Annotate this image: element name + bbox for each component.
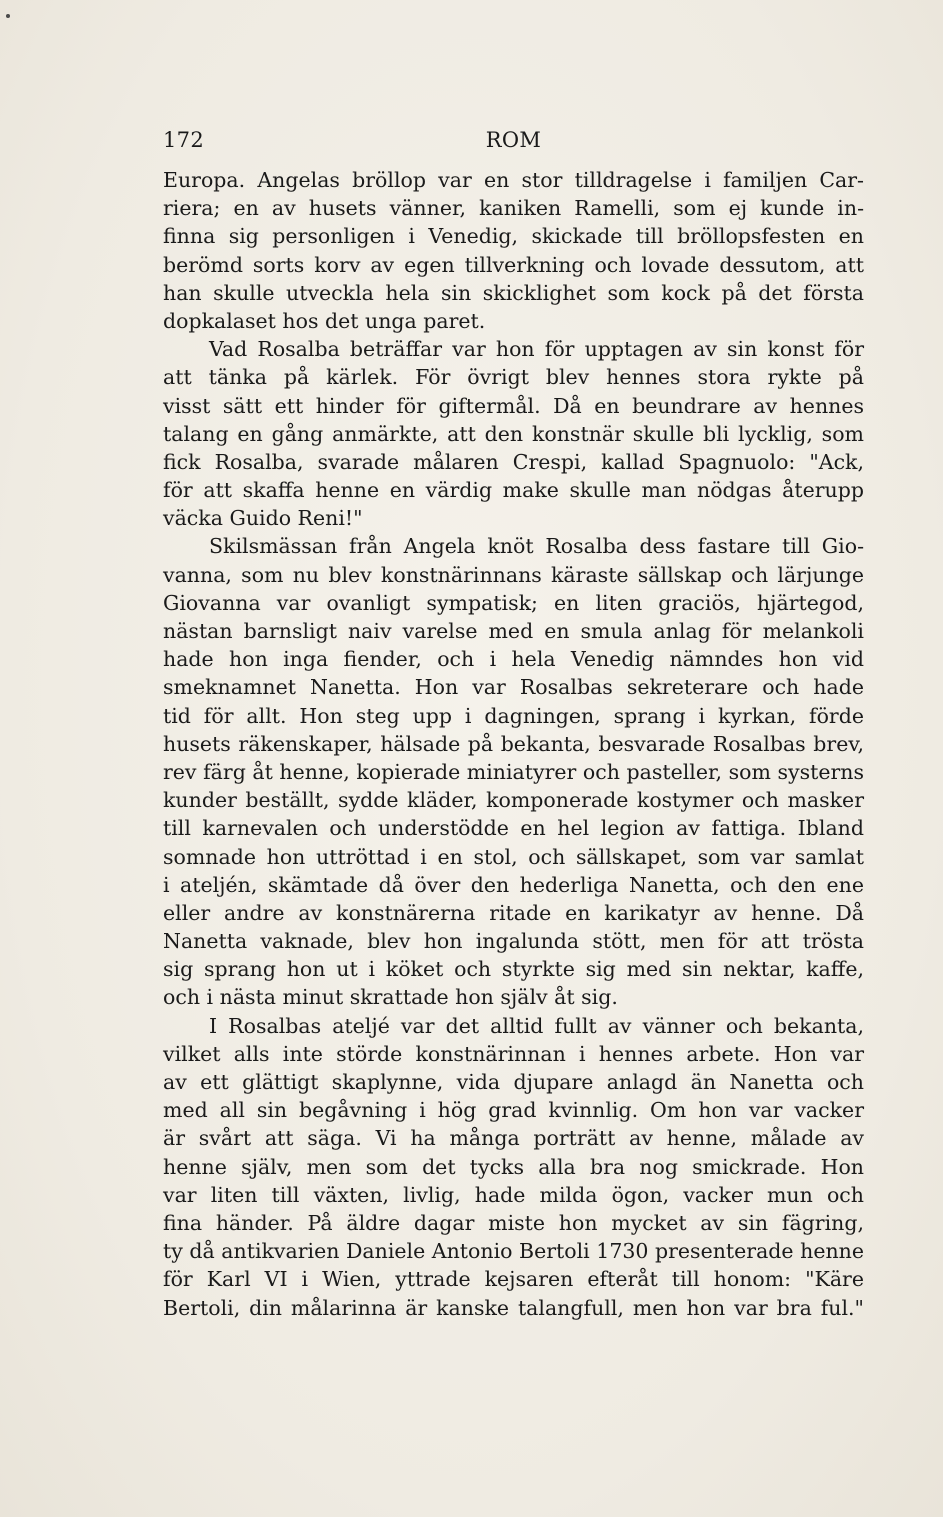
text-line: i ateljén, skämtade då över den hederliga Nanetta, och den ene: [163, 872, 864, 897]
text-line: husets räkenskaper, hälsade på bekanta, besvarade Rosalbas brev,: [163, 731, 864, 756]
text-line: hade hon inga fiender, och i hela Venedig nämndes hon vid: [163, 647, 864, 672]
text-line: fick Rosalba, svarade målaren Crespi, kallad Spagnuolo: "Ack,: [163, 449, 864, 474]
text-line: berömd sorts korv av egen tillverkning och lovade dessutom, att: [163, 252, 864, 277]
text-line: han skulle utveckla hela sin skicklighet som kock på det första: [163, 280, 864, 305]
body-text: [163, 166, 864, 1322]
text-line: Bertoli, din målarinna är kanske talangfull, men hon var bra ful.": [163, 1295, 864, 1320]
text-line: att tänka på kärlek. För övrigt blev hennes stora rykte på: [163, 365, 864, 390]
text-line: var liten till växten, livlig, hade milda ögon, vacker mun och: [163, 1182, 864, 1207]
text-line: är svårt att säga. Vi ha många porträtt av henne, målade av: [163, 1126, 864, 1151]
text-line: I Rosalbas ateljé var det alltid fullt av vänner och bekanta,: [209, 1013, 864, 1038]
text-line: Skilsmässan från Angela knöt Rosalba dess fastare till Gio-: [209, 534, 864, 559]
text-line: för Karl VI i Wien, yttrade kejsaren efteråt till honom: "Käre: [163, 1267, 864, 1292]
text-line: sig sprang hon ut i köket och styrkte sig med sin nektar, kaffe,: [163, 957, 864, 982]
text-line: somnade hon uttröttad i en stol, och sällskapet, som var samlat: [163, 844, 864, 869]
text-line: Europa. Angelas bröllop var en stor tilldragelse i familjen Car-: [163, 168, 864, 192]
text-line: smeknamnet Nanetta. Hon var Rosalbas sekreterare och hade: [163, 675, 864, 700]
text-line: ty då antikvarien Daniele Antonio Bertoli 1730 presenterade henne: [163, 1239, 864, 1264]
text-line: kunder beställt, sydde kläder, komponerade kostymer och masker: [163, 788, 864, 813]
text-line: och i nästa minut skrattade hon själv åt sig.: [163, 985, 618, 1010]
text-line: rev färg åt henne, kopierade miniatyrer och pasteller, som systerns: [163, 759, 864, 784]
running-title: ROM: [485, 128, 542, 152]
text-line: vilket alls inte störde konstnärinnan i hennes arbete. Hon var: [163, 1041, 864, 1066]
text-line: med all sin begåvning i hög grad kvinnlig. Om hon var vacker: [163, 1098, 864, 1123]
text-line: fina händer. På äldre dagar miste hon mycket av sin fägring,: [163, 1210, 864, 1235]
text-line: talang en gång anmärkte, att den konstnär skulle bli lycklig, som: [163, 421, 864, 446]
text-line: Vad Rosalba beträffar var hon för upptagen av sin konst för: [209, 337, 864, 362]
text-line: nästan barnsligt naiv varelse med en smula anlag för melankoli: [163, 619, 864, 643]
text-line: vanna, som nu blev konstnärinnans käraste sällskap och lärjunge: [163, 562, 864, 587]
page-number: 172: [163, 128, 204, 152]
text-line: väcka Guido Reni!": [163, 506, 363, 531]
text-line: Nanetta vaknade, blev hon ingalunda stött, men för att trösta: [163, 929, 864, 954]
text-line: dopkalaset hos det unga paret.: [163, 308, 486, 333]
text-line: eller andre av konstnärerna ritade en karikatyr av henne. Då: [163, 900, 864, 925]
ink-speck: [6, 14, 10, 18]
text-line: finna sig personligen i Venedig, skickade till bröllopsfesten en: [163, 224, 864, 249]
text-line: till karnevalen och understödde en hel legion av fattiga. Ibland: [163, 816, 864, 841]
text-line: riera; en av husets vänner, kaniken Ramelli, som ej kunde in-: [163, 196, 864, 221]
text-line: tid för allt. Hon steg upp i dagningen, sprang i kyrkan, förde: [163, 703, 864, 728]
text-line: för att skaffa henne en värdig make skulle man nödgas återupp: [163, 478, 864, 503]
text-line: Giovanna var ovanligt sympatisk; en liten graciös, hjärtegod,: [163, 590, 864, 615]
text-line: visst sätt ett hinder för giftermål. Då en beundrare av hennes: [163, 393, 864, 418]
page-header: [163, 124, 864, 156]
text-line: av ett glättigt skaplynne, vida djupare anlagd än Nanetta och: [163, 1070, 864, 1094]
text-line: henne själv, men som det tycks alla bra nog smickrade. Hon: [163, 1154, 864, 1179]
